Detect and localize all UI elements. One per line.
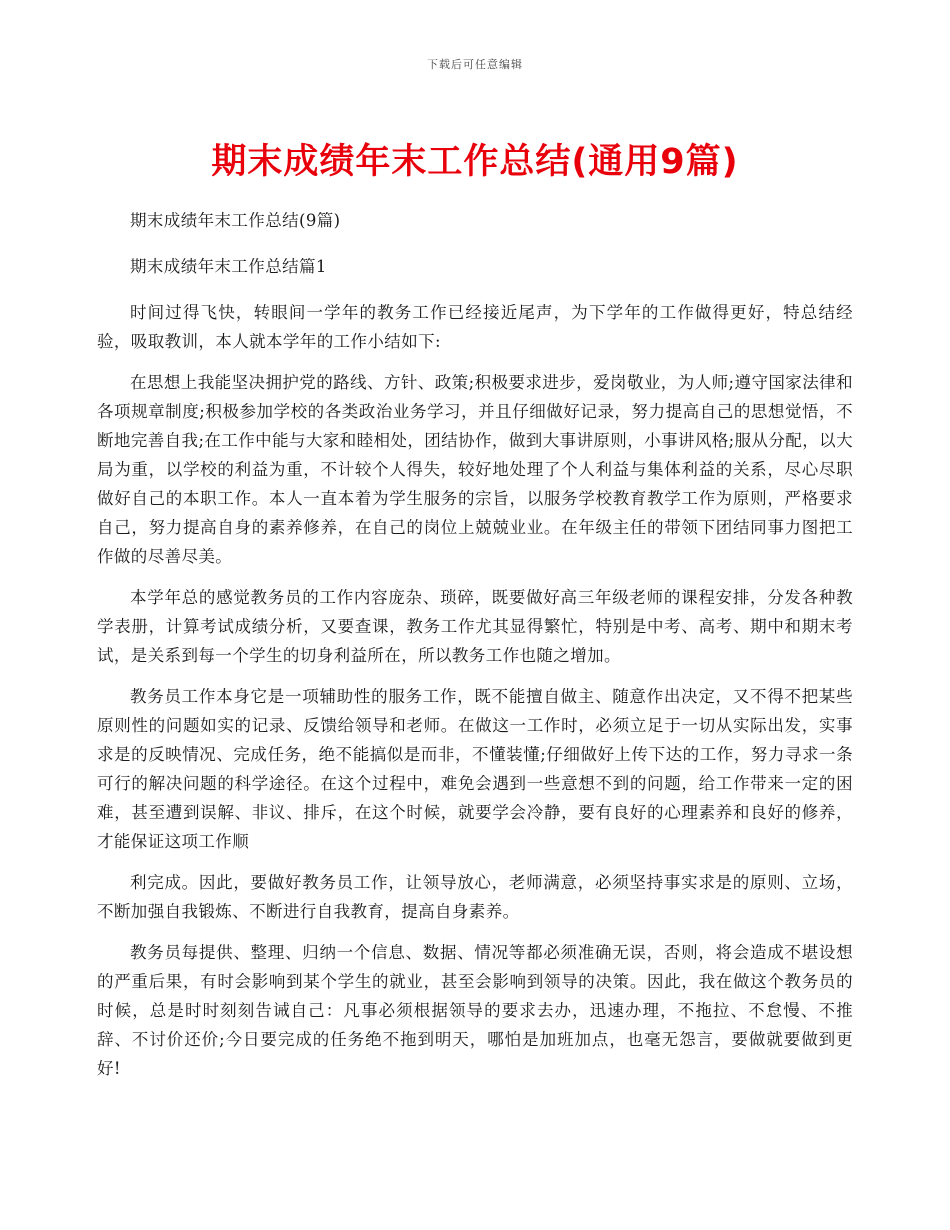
body-paragraph: 本学年总的感觉教务员的工作内容庞杂、琐碎，既要做好高三年级老师的课程安排，分发各种教学表册，计算考试成绩分析，又要查课，教务工作尤其显得繁忙，特别是中考、高考、期中和期末考试，是关系到每一个学生的切身利益所在，所以教务工作也随之增加。 [97,588,853,665]
document-title: 期末成绩年末工作总结(通用9篇) [211,142,739,182]
body-paragraph: 教务员工作本身它是一项辅助性的服务工作，既不能擅自做主、随意作出决定，又不得不把某些原则性的问题如实的记录、反馈给领导和老师。在做这一工作时，必须立足于一切从实际出发，实事求是的反映情况、完成任务，绝不能搞似是而非，不懂装懂;仔细做好上传下达的工作，努力寻求一条可行的解决问题的科学途径。在这个过程中，难免会遇到一些意想不到的问题，给工作带来一定的困难，甚至遭到误解、非议、排斥，在这个时候，就要学会冷静，要有良好的心理素养和良好的修养，才能保证这项工作顺 [97,687,853,851]
subtitle-line: 期末成绩年末工作总结(9篇) [130,211,341,230]
body-paragraph: 教务员每提供、整理、归纳一个信息、数据、情况等都必须准确无误，否则，将会造成不堪设想的严重后果，有时会影响到某个学生的就业，甚至会影响到领导的决策。因此，我在做这个教务员的时候，总是时时刻刻告诫自己：凡事必须根据领导的要求去办，迅速办理，不拖拉、不怠慢、不推辞、不讨价还价;今日要完成的任务绝不拖到明天，哪怕是加班加点，也毫无怨言，要做就要做到更好! [97,943,853,1078]
section-heading: 期末成绩年末工作总结篇1 [130,257,327,276]
body-paragraph: 利完成。因此，要做好教务员工作，让领导放心，老师满意，必须坚持事实求是的原则、立场，不断加强自我锻炼、不断进行自我教育，提高自身素养。 [97,873,853,921]
document-body [97,206,853,1095]
body-paragraph: 时间过得飞快，转眼间一学年的教务工作已经接近尾声，为下学年的工作做得更好，特总结经验，吸取教训，本人就本学年的工作小结如下: [97,303,853,351]
header-note: 下载后可任意编辑 [427,58,523,71]
body-paragraph: 在思想上我能坚决拥护党的路线、方针、政策;积极要求进步，爱岗敬业，为人师;遵守国家法律和各项规章制度;积极参加学校的各类政治业务学习，并且仔细做好记录，努力提高自己的思想觉悟，不断地完善自我;在工作中能与大家和睦相处，团结协作，做到大事讲原则，小事讲风格;服从分配，以大局为重，以学校的利益为重，不计较个人得失，较好地处理了个人利益与集体利益的关系，尽心尽职做好自己的本职工作。本人一直本着为学生服务的宗旨，以服务学校教育教学工作为原则，严格要求自己，努力提高自身的素养修养，在自己的岗位上兢兢业业。在年级主任的带领下团结同事力图把工作做的尽善尽美。 [97,373,853,566]
